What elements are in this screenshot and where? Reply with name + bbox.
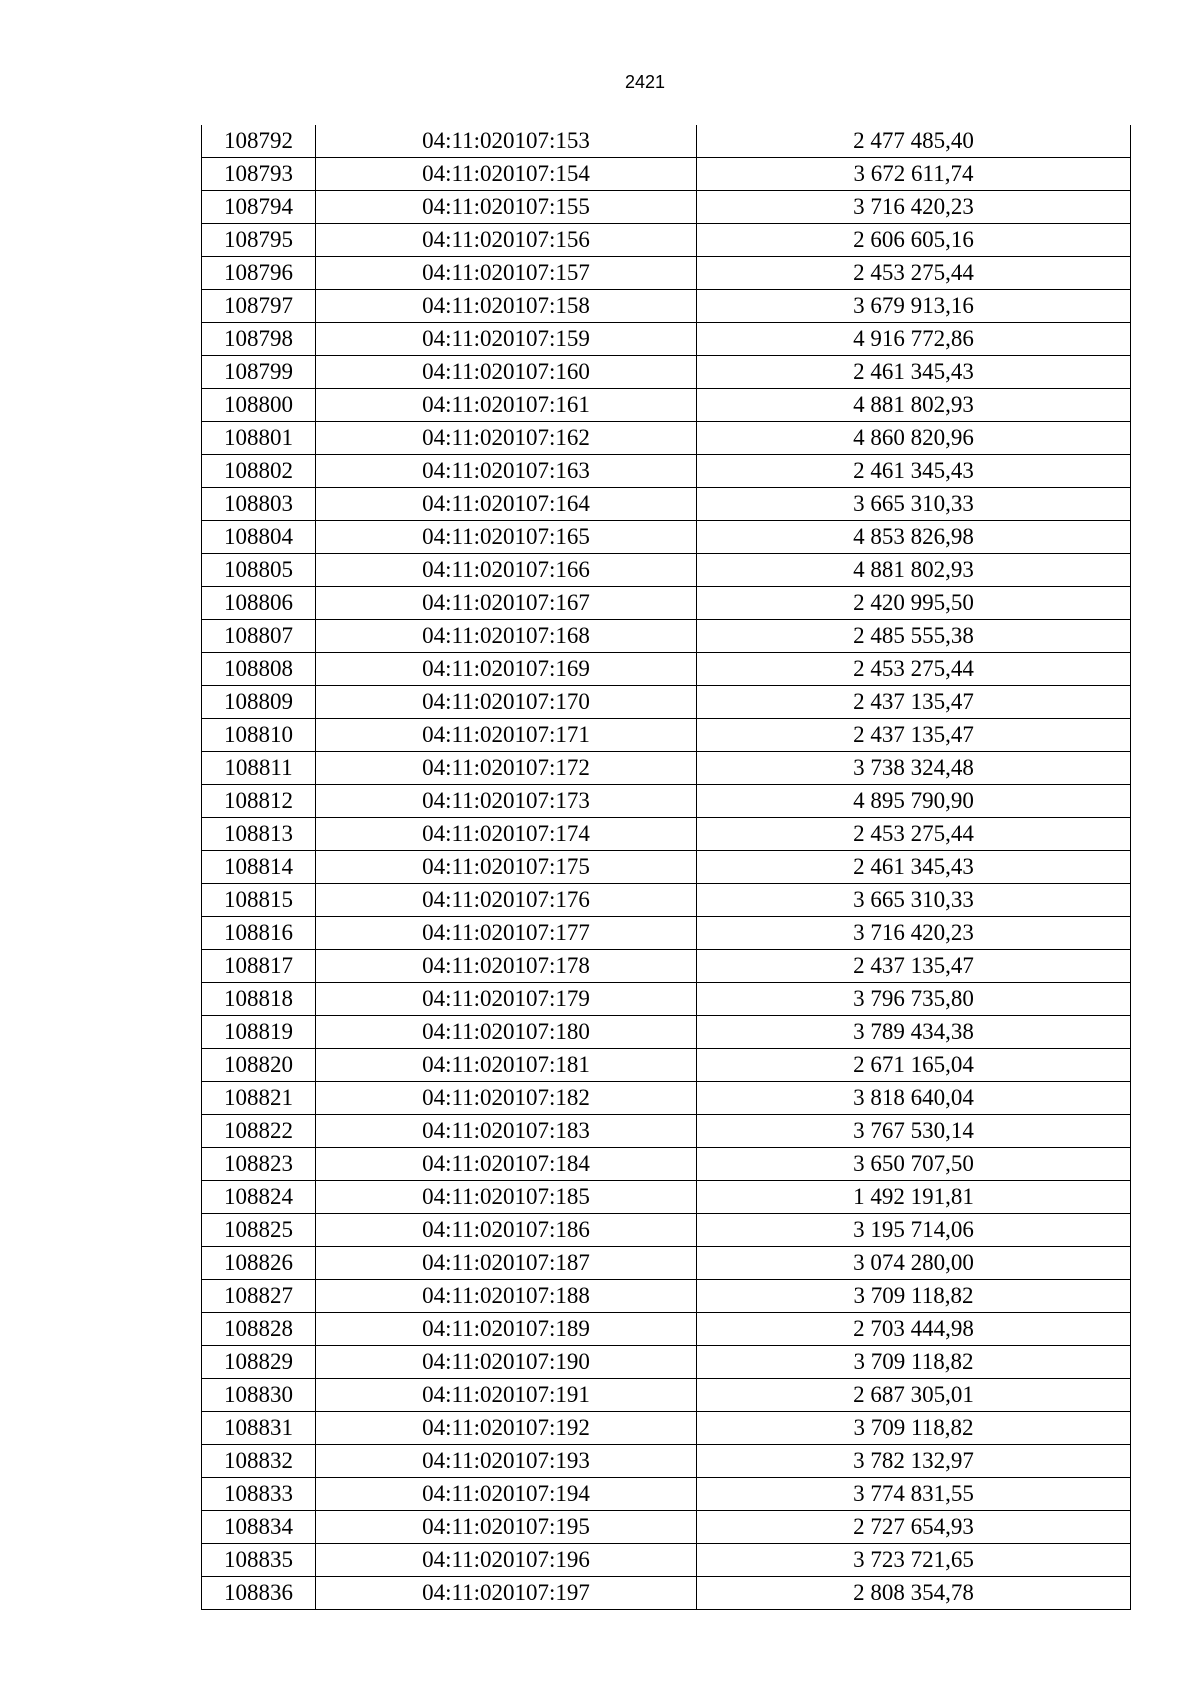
cadastral-value-cell: 2 671 165,04 (697, 1049, 1131, 1082)
cadastral-value-cell: 4 860 820,96 (697, 422, 1131, 455)
cadastral-number-cell: 04:11:020107:165 (316, 521, 697, 554)
table-row (202, 158, 1131, 191)
table-row (202, 884, 1131, 917)
cadastral-value-cell: 2 703 444,98 (697, 1313, 1131, 1346)
cadastral-number-cell: 04:11:020107:195 (316, 1511, 697, 1544)
table-row (202, 1247, 1131, 1280)
row-number-cell: 108829 (202, 1346, 316, 1379)
cadastral-value-cell: 2 420 995,50 (697, 587, 1131, 620)
row-number-cell: 108822 (202, 1115, 316, 1148)
table-row (202, 554, 1131, 587)
table-row (202, 851, 1131, 884)
row-number-cell: 108815 (202, 884, 316, 917)
cadastral-number-cell: 04:11:020107:191 (316, 1379, 697, 1412)
cadastral-number-cell: 04:11:020107:158 (316, 290, 697, 323)
row-number-cell: 108827 (202, 1280, 316, 1313)
cadastral-value-cell: 3 195 714,06 (697, 1214, 1131, 1247)
cadastral-value-cell: 2 461 345,43 (697, 455, 1131, 488)
cadastral-number-cell: 04:11:020107:189 (316, 1313, 697, 1346)
cadastral-number-cell: 04:11:020107:186 (316, 1214, 697, 1247)
table-row (202, 224, 1131, 257)
row-number-cell: 108818 (202, 983, 316, 1016)
cadastral-number-cell: 04:11:020107:164 (316, 488, 697, 521)
row-number-cell: 108801 (202, 422, 316, 455)
table-row (202, 1280, 1131, 1313)
cadastral-number-cell: 04:11:020107:171 (316, 719, 697, 752)
cadastral-value-cell: 2 453 275,44 (697, 653, 1131, 686)
cadastral-number-cell: 04:11:020107:174 (316, 818, 697, 851)
cadastral-number-cell: 04:11:020107:196 (316, 1544, 697, 1577)
cadastral-number-cell: 04:11:020107:166 (316, 554, 697, 587)
table-row (202, 752, 1131, 785)
cadastral-value-cell: 3 679 913,16 (697, 290, 1131, 323)
row-number-cell: 108796 (202, 257, 316, 290)
table-row (202, 1049, 1131, 1082)
cadastral-number-cell: 04:11:020107:188 (316, 1280, 697, 1313)
row-number-cell: 108836 (202, 1577, 316, 1610)
cadastral-number-cell: 04:11:020107:182 (316, 1082, 697, 1115)
table-row (202, 1445, 1131, 1478)
row-number-cell: 108797 (202, 290, 316, 323)
cadastral-number-cell: 04:11:020107:192 (316, 1412, 697, 1445)
row-number-cell: 108805 (202, 554, 316, 587)
cadastral-value-cell: 2 437 135,47 (697, 950, 1131, 983)
row-number-cell: 108830 (202, 1379, 316, 1412)
table-row (202, 1544, 1131, 1577)
cadastral-number-cell: 04:11:020107:197 (316, 1577, 697, 1610)
cadastral-number-cell: 04:11:020107:161 (316, 389, 697, 422)
table-row (202, 785, 1131, 818)
row-number-cell: 108825 (202, 1214, 316, 1247)
cadastral-value-cell: 4 881 802,93 (697, 389, 1131, 422)
table-row (202, 620, 1131, 653)
row-number-cell: 108817 (202, 950, 316, 983)
cadastral-number-cell: 04:11:020107:193 (316, 1445, 697, 1478)
cadastral-number-cell: 04:11:020107:179 (316, 983, 697, 1016)
table-row (202, 686, 1131, 719)
cadastral-number-cell: 04:11:020107:175 (316, 851, 697, 884)
table-row (202, 917, 1131, 950)
cadastral-number-cell: 04:11:020107:178 (316, 950, 697, 983)
cadastral-value-cell: 2 453 275,44 (697, 257, 1131, 290)
table-row (202, 1181, 1131, 1214)
cadastral-number-cell: 04:11:020107:185 (316, 1181, 697, 1214)
table-row (202, 389, 1131, 422)
cadastral-number-cell: 04:11:020107:167 (316, 587, 697, 620)
row-number-cell: 108819 (202, 1016, 316, 1049)
table-row (202, 521, 1131, 554)
row-number-cell: 108800 (202, 389, 316, 422)
cadastral-value-cell: 3 796 735,80 (697, 983, 1131, 1016)
cadastral-value-cell: 2 485 555,38 (697, 620, 1131, 653)
cadastral-number-cell: 04:11:020107:154 (316, 158, 697, 191)
cadastral-value-cell: 3 767 530,14 (697, 1115, 1131, 1148)
cadastral-number-cell: 04:11:020107:181 (316, 1049, 697, 1082)
cadastral-value-cell: 3 672 611,74 (697, 158, 1131, 191)
row-number-cell: 108833 (202, 1478, 316, 1511)
table-row (202, 488, 1131, 521)
cadastral-value-cell: 3 716 420,23 (697, 917, 1131, 950)
cadastral-value-cell: 4 881 802,93 (697, 554, 1131, 587)
page-number: 2421 (624, 72, 666, 92)
cadastral-number-cell: 04:11:020107:183 (316, 1115, 697, 1148)
row-number-cell: 108826 (202, 1247, 316, 1280)
cadastral-value-cell: 3 709 118,82 (697, 1346, 1131, 1379)
cadastral-number-cell: 04:11:020107:184 (316, 1148, 697, 1181)
cadastral-number-cell: 04:11:020107:163 (316, 455, 697, 488)
cadastral-number-cell: 04:11:020107:153 (316, 125, 697, 158)
cadastral-number-cell: 04:11:020107:187 (316, 1247, 697, 1280)
row-number-cell: 108808 (202, 653, 316, 686)
row-number-cell: 108793 (202, 158, 316, 191)
cadastral-value-cell: 2 606 605,16 (697, 224, 1131, 257)
table-row (202, 950, 1131, 983)
cadastral-value-table (201, 125, 1131, 1610)
row-number-cell: 108816 (202, 917, 316, 950)
table-row (202, 1379, 1131, 1412)
table-row (202, 1346, 1131, 1379)
cadastral-value-cell: 2 461 345,43 (697, 851, 1131, 884)
row-number-cell: 108807 (202, 620, 316, 653)
cadastral-number-cell: 04:11:020107:159 (316, 323, 697, 356)
cadastral-value-cell: 3 723 721,65 (697, 1544, 1131, 1577)
table-row (202, 719, 1131, 752)
table-row (202, 1115, 1131, 1148)
cadastral-value-cell: 3 665 310,33 (697, 488, 1131, 521)
cadastral-value-cell: 4 916 772,86 (697, 323, 1131, 356)
cadastral-value-cell: 3 818 640,04 (697, 1082, 1131, 1115)
row-number-cell: 108794 (202, 191, 316, 224)
cadastral-number-cell: 04:11:020107:160 (316, 356, 697, 389)
cadastral-value-cell: 2 808 354,78 (697, 1577, 1131, 1610)
row-number-cell: 108812 (202, 785, 316, 818)
table-row (202, 1511, 1131, 1544)
table-row (202, 356, 1131, 389)
row-number-cell: 108810 (202, 719, 316, 752)
cadastral-number-cell: 04:11:020107:157 (316, 257, 697, 290)
table-row (202, 983, 1131, 1016)
table-row (202, 653, 1131, 686)
row-number-cell: 108803 (202, 488, 316, 521)
row-number-cell: 108809 (202, 686, 316, 719)
cadastral-value-cell: 3 709 118,82 (697, 1412, 1131, 1445)
cadastral-value-cell: 2 437 135,47 (697, 686, 1131, 719)
cadastral-value-cell: 4 895 790,90 (697, 785, 1131, 818)
cadastral-value-cell: 3 709 118,82 (697, 1280, 1131, 1313)
cadastral-value-cell: 2 727 654,93 (697, 1511, 1131, 1544)
cadastral-number-cell: 04:11:020107:190 (316, 1346, 697, 1379)
table-row (202, 257, 1131, 290)
cadastral-number-cell: 04:11:020107:176 (316, 884, 697, 917)
row-number-cell: 108802 (202, 455, 316, 488)
table-row (202, 422, 1131, 455)
cadastral-number-cell: 04:11:020107:169 (316, 653, 697, 686)
row-number-cell: 108804 (202, 521, 316, 554)
cadastral-number-cell: 04:11:020107:170 (316, 686, 697, 719)
row-number-cell: 108820 (202, 1049, 316, 1082)
row-number-cell: 108835 (202, 1544, 316, 1577)
row-number-cell: 108823 (202, 1148, 316, 1181)
cadastral-value-cell: 2 687 305,01 (697, 1379, 1131, 1412)
table-row (202, 818, 1131, 851)
row-number-cell: 108832 (202, 1445, 316, 1478)
row-number-cell: 108813 (202, 818, 316, 851)
cadastral-number-cell: 04:11:020107:173 (316, 785, 697, 818)
row-number-cell: 108799 (202, 356, 316, 389)
row-number-cell: 108792 (202, 125, 316, 158)
cadastral-number-cell: 04:11:020107:172 (316, 752, 697, 785)
cadastral-value-cell: 3 738 324,48 (697, 752, 1131, 785)
cadastral-number-cell: 04:11:020107:162 (316, 422, 697, 455)
table-body (202, 125, 1131, 1610)
cadastral-value-cell: 2 437 135,47 (697, 719, 1131, 752)
row-number-cell: 108821 (202, 1082, 316, 1115)
cadastral-value-cell: 3 774 831,55 (697, 1478, 1131, 1511)
table-row (202, 1016, 1131, 1049)
cadastral-value-cell: 2 477 485,40 (697, 125, 1131, 158)
cadastral-number-cell: 04:11:020107:180 (316, 1016, 697, 1049)
cadastral-value-cell: 3 789 434,38 (697, 1016, 1131, 1049)
table-row (202, 125, 1131, 158)
cadastral-value-cell: 2 461 345,43 (697, 356, 1131, 389)
cadastral-value-cell: 3 665 310,33 (697, 884, 1131, 917)
cadastral-value-cell: 1 492 191,81 (697, 1181, 1131, 1214)
table-row (202, 191, 1131, 224)
table-row (202, 323, 1131, 356)
cadastral-number-cell: 04:11:020107:156 (316, 224, 697, 257)
cadastral-number-cell: 04:11:020107:168 (316, 620, 697, 653)
cadastral-value-cell: 4 853 826,98 (697, 521, 1131, 554)
row-number-cell: 108811 (202, 752, 316, 785)
table-row (202, 587, 1131, 620)
row-number-cell: 108828 (202, 1313, 316, 1346)
row-number-cell: 108831 (202, 1412, 316, 1445)
cadastral-number-cell: 04:11:020107:194 (316, 1478, 697, 1511)
table-row (202, 1148, 1131, 1181)
row-number-cell: 108798 (202, 323, 316, 356)
cadastral-value-cell: 3 716 420,23 (697, 191, 1131, 224)
table-row (202, 1214, 1131, 1247)
row-number-cell: 108824 (202, 1181, 316, 1214)
table-row (202, 290, 1131, 323)
table-row (202, 1478, 1131, 1511)
table-row (202, 1313, 1131, 1346)
table-row (202, 1577, 1131, 1610)
cadastral-number-cell: 04:11:020107:155 (316, 191, 697, 224)
table-row (202, 1082, 1131, 1115)
cadastral-number-cell: 04:11:020107:177 (316, 917, 697, 950)
cadastral-value-cell: 3 074 280,00 (697, 1247, 1131, 1280)
table-row (202, 1412, 1131, 1445)
row-number-cell: 108806 (202, 587, 316, 620)
cadastral-value-cell: 3 782 132,97 (697, 1445, 1131, 1478)
cadastral-value-cell: 2 453 275,44 (697, 818, 1131, 851)
row-number-cell: 108814 (202, 851, 316, 884)
row-number-cell: 108795 (202, 224, 316, 257)
cadastral-value-cell: 3 650 707,50 (697, 1148, 1131, 1181)
row-number-cell: 108834 (202, 1511, 316, 1544)
table-row (202, 455, 1131, 488)
